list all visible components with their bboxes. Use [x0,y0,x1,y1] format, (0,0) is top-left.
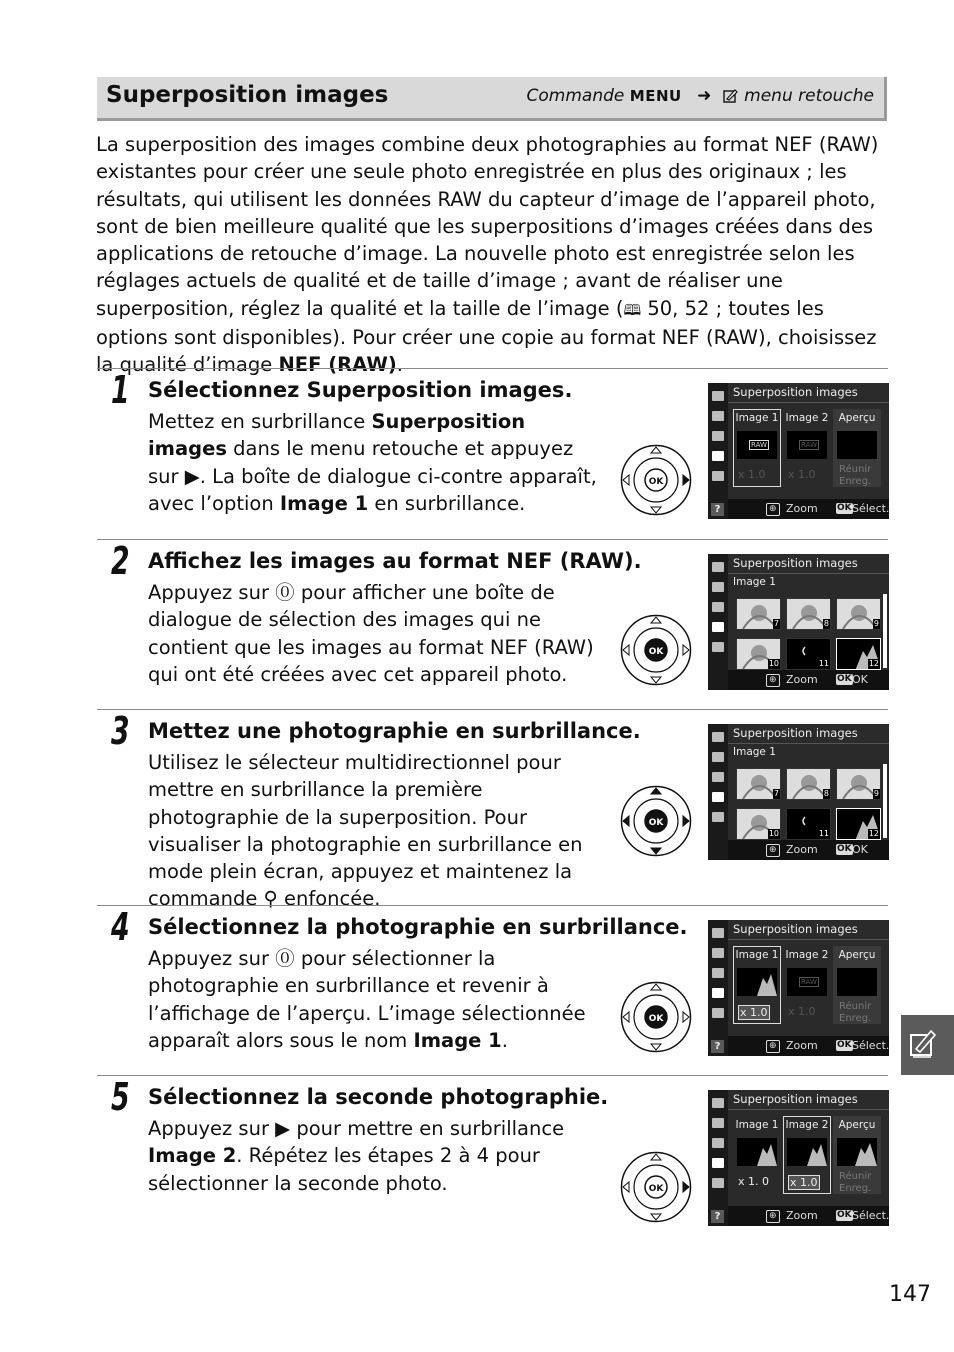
step-heading [148,549,642,573]
svg-text:OK: OK [648,647,664,657]
menu-tab-icon [712,988,724,998]
thumbnail-number: 12 [868,659,879,668]
thumbnail[interactable] [736,808,781,840]
section-title: Superposition images [106,82,389,108]
menu-tab-icon [712,1098,724,1108]
step-heading [148,378,572,402]
column-image [787,968,827,996]
menu-sidebar [708,383,728,519]
menu-tab-icon [712,752,724,762]
menu-tab-icon [712,812,724,822]
menu-tab-icon [712,602,724,612]
screen-footer [728,1206,889,1226]
thumbnail-image [787,1138,827,1166]
gain-value: x 1.0 [738,468,766,481]
svg-text:OK: OK [648,1014,664,1024]
book-icon: 🕮 [623,300,642,319]
thumbnail-number: 8 [823,789,829,798]
gain-value: x 1.0 [790,1176,818,1189]
thumbnail-number: 9 [873,619,879,628]
multi-selector-icon [620,785,692,857]
column-label: Image 1 [735,949,779,961]
column-label: Aperçu [838,412,876,424]
column-image [787,431,827,459]
screen-title: Superposition images [728,920,889,940]
multi-selector-icon [620,981,692,1053]
step-body-bold: Image 2 [148,1144,237,1168]
step-body-bold: Image 1 [279,491,369,515]
menu-tab-icon [712,968,724,978]
menu-tab-icon [712,411,724,421]
step-body-text: Utilisez le sélecteur multidirectionnel pour mettre en surbrillance la première photographie de la superposition. Pour visualiser la photographie en surbrillance en mode plein écran, appuyez et maintenez la commande ⚲ enfoncée. [148,751,583,911]
enreg-label: Enreg. [839,1013,872,1024]
menu-tab-icon [712,948,724,958]
step-number: 3 [111,709,130,753]
zoom-key-icon: ⊕ [766,1040,780,1053]
step-body [148,749,603,913]
thumbnail-number: 10 [768,659,779,668]
menu-tab-icon [712,451,724,461]
intro-text-1: La superposition des images combine deux photographies au format NEF (RAW) existantes pour créer une seule photo enregistrée en plus des originaux ; les résultats, qui utilisent les données RAW du capteur d’image de l’appareil photo, sont de bien meilleure qualité que les superpositions d’images créées dans des applications de retouche d’image. La nouvelle photo est enregistrée selon les réglages actuels de qualité et de taille d’image ; avant de réaliser une superposition, réglez la qualité et la taille de l’image ( [96,133,879,320]
screen-footer [728,499,889,519]
step-body [148,579,608,688]
gain-value: x 1.0 [788,1005,816,1018]
reunir-label: Réunir [839,464,872,475]
overview-column [833,946,881,1024]
overview-column [733,1116,781,1194]
menu-tab-icon [712,1158,724,1168]
column-image [837,968,877,996]
thumbnail-image [737,1138,777,1166]
multi-selector-icon [620,444,692,516]
svg-text:OK: OK [648,818,664,828]
svg-text:OK: OK [648,477,664,487]
thumbnail[interactable] [836,598,881,630]
help-icon: ? [711,1040,724,1053]
zoom-key-icon: ⊕ [766,503,780,516]
reunir-label: Réunir [839,1171,872,1182]
footer-zoom: Zoom [786,1039,818,1052]
step-number: 1 [111,368,130,412]
thumbnail[interactable] [736,768,781,800]
column-label: Image 2 [785,949,829,961]
screen-footer [728,670,889,690]
step-number: 4 [111,905,130,949]
thumbnail[interactable] [786,768,831,800]
help-icon: ? [711,1210,724,1223]
camera-screen [708,554,889,690]
screen-title: Superposition images [728,724,889,744]
overview-column [783,1116,831,1194]
overview-column [783,409,831,487]
thumb-subtitle: Image 1 [733,576,776,588]
menu-tab-icon [712,772,724,782]
thumbnail[interactable] [736,598,781,630]
footer-zoom: Zoom [786,502,818,515]
preview-image [837,1138,877,1166]
step-number: 5 [111,1075,130,1119]
retouch-tab [901,1015,954,1075]
menu-tab-icon [712,732,724,742]
step-body-text: en surbrillance. [368,491,526,515]
ok-key-icon: OK [837,503,852,513]
command-path [527,86,874,106]
ok-key-icon: OK [837,674,852,684]
enreg-label: Enreg. [839,1183,872,1194]
menu-tab-icon [712,1118,724,1128]
step-body-text: . [501,1028,508,1052]
thumb-subtitle: Image 1 [733,746,776,758]
thumbnail[interactable] [786,808,831,840]
menu-tab-icon [712,622,724,632]
footer-action: OK [852,673,868,686]
menu-tab-icon [712,642,724,652]
step-body-text: Mettez en surbrillance [148,410,372,433]
raw-badge: RAW [751,441,767,449]
step-divider [97,368,888,369]
menu-sidebar [708,920,728,1056]
thumbnail-number: 12 [868,829,879,838]
overview-column [733,409,781,487]
thumbnail-number: 11 [818,659,829,668]
column-label: Image 2 [785,412,829,424]
footer-action: Sélect. [852,502,889,515]
step-body-text: . Répétez les étapes 2 à 4 pour sélectionner la seconde photo. [148,1144,540,1195]
gain-value: x 1.0 [740,1006,768,1019]
zoom-key-icon: ⊕ [766,844,780,857]
column-label: Aperçu [838,1119,876,1131]
step-number: 2 [111,539,130,583]
svg-text:OK: OK [648,1184,664,1194]
step-heading [148,719,641,743]
retouch-tab-icon [901,1015,954,1075]
screen-title: Superposition images [728,554,889,574]
ok-key-icon: OK [837,1210,852,1220]
step-body-bold: Image 1 [413,1028,502,1052]
step-body-text: dans le menu retouche et appuyez sur ▶. La boîte de dialogue ci-contre apparaît, avec l’option [148,437,597,515]
step-heading [148,915,688,939]
step-body-text: Appuyez sur ▶ pour mettre en surbrillance [148,1117,565,1140]
screen-title: Superposition images [728,1090,889,1110]
thumbnail-image [737,968,777,996]
gain-value: x 1.0 [788,468,816,481]
camera-screen [708,724,889,860]
column-label: Image 1 [735,1119,779,1131]
camera-screen [708,1090,889,1226]
thumbnail[interactable] [786,598,831,630]
step-heading [148,1085,608,1109]
screen-footer [728,840,889,860]
thumbnail-number: 11 [818,829,829,838]
thumbnail-number: 9 [873,789,879,798]
scrollbar[interactable] [883,764,887,838]
overview-column [833,409,881,487]
column-image [737,968,777,996]
multi-selector-icon [620,1151,692,1223]
step-body [148,408,608,517]
menu-tab-icon [712,562,724,572]
overview-column [733,946,781,1024]
intro-text-2: 50, 52 ; toutes les options sont disponibles). Pour créer une copie au format NEF (RAW), choisissez la qualité d’image [96,296,877,377]
menu-tab-icon [712,582,724,592]
menu-tab-icon [712,928,724,938]
step-heading-end: . [564,378,573,402]
footer-action: OK [852,843,868,856]
step-heading-text: Mettez une photographie en surbrillance. [148,719,641,743]
page-number: 147 [889,1282,931,1307]
raw-badge: RAW [801,978,817,986]
menu-tab-icon [712,1008,724,1018]
menu-tab-icon [712,431,724,441]
column-image [737,1138,777,1166]
step-divider [97,539,888,540]
step-body-bold: Superposition images [148,410,526,461]
command-prefix: Commande [526,86,625,106]
thumbnail-number: 8 [823,619,829,628]
help-icon: ? [711,503,724,516]
menu-name: menu retouche [744,86,874,106]
column-image [837,1138,877,1166]
thumbnail-number: 10 [768,829,779,838]
footer-zoom: Zoom [786,843,818,856]
section-header [97,77,887,121]
thumbnail[interactable] [786,638,831,670]
menu-tab-icon [712,471,724,481]
intro-bold: NEF (RAW) [278,353,397,377]
step-body [148,945,608,1054]
column-label: Image 1 [735,412,779,424]
ok-key-icon: OK [837,844,852,854]
footer-zoom: Zoom [786,1209,818,1222]
column-image [787,1138,827,1166]
step-heading-emph: Superposition images [306,378,565,402]
overview-column [783,946,831,1024]
retouch-menu-icon [723,86,744,106]
overview-column [833,1116,881,1194]
thumbnail[interactable] [836,768,881,800]
camera-screen [708,920,889,1056]
reunir-label: Réunir [839,1001,872,1012]
column-label: Aperçu [838,949,876,961]
menu-tab-icon [712,1138,724,1148]
step-divider [97,905,888,906]
step-body [148,1115,608,1197]
menu-tab-icon [712,1178,724,1188]
menu-sidebar [708,724,728,860]
column-label: Image 2 [785,1119,829,1131]
thumbnail[interactable] [836,638,881,670]
step-divider [97,1075,888,1076]
raw-badge: RAW [801,441,817,449]
camera-screen [708,383,889,519]
thumbnail-number: 7 [773,789,779,798]
menu-sidebar [708,554,728,690]
ok-key-icon: OK [837,1040,852,1050]
step-divider [97,709,888,710]
scrollbar[interactable] [883,594,887,668]
menu-sidebar [708,1090,728,1226]
column-image [737,431,777,459]
thumbnail[interactable] [836,808,881,840]
menu-button-glyph: MENU [629,87,682,105]
step-body-text: Appuyez sur ⓪ pour afficher une boîte de dialogue de sélection des images qui ne contient que les images au format NEF (RAW) qui ont été créées avec cet appareil photo. [148,581,594,686]
screen-title: Superposition images [728,383,889,403]
arrow-icon: ➜ [697,86,712,106]
thumbnail[interactable] [736,638,781,670]
intro-end: . [396,353,403,377]
zoom-key-icon: ⊕ [766,1210,780,1223]
step-body-text: Appuyez sur ⓪ pour sélectionner la photographie en surbrillance et revenir à l’affichage de l’aperçu. L’image sélectionnée apparaît alors sous le nom [148,947,586,1052]
footer-action: Sélect. [852,1039,889,1052]
step-heading-text: Sélectionnez la seconde photographie. [148,1085,609,1109]
intro-paragraph [96,131,896,379]
enreg-label: Enreg. [839,476,872,487]
step-heading-text: Sélectionnez [148,378,307,402]
footer-zoom: Zoom [786,673,818,686]
zoom-key-icon: ⊕ [766,674,780,687]
screen-footer [728,1036,889,1056]
multi-selector-icon [620,614,692,686]
step-heading-text: Sélectionnez la photographie en surbrillance. [148,915,688,939]
menu-tab-icon [712,391,724,401]
column-image [837,431,877,459]
thumbnail-number: 7 [773,619,779,628]
gain-value: x 1. 0 [738,1175,769,1188]
menu-tab-icon [712,792,724,802]
step-heading-text: Affichez les images au format NEF (RAW). [148,549,642,573]
footer-action: Sélect. [852,1209,889,1222]
